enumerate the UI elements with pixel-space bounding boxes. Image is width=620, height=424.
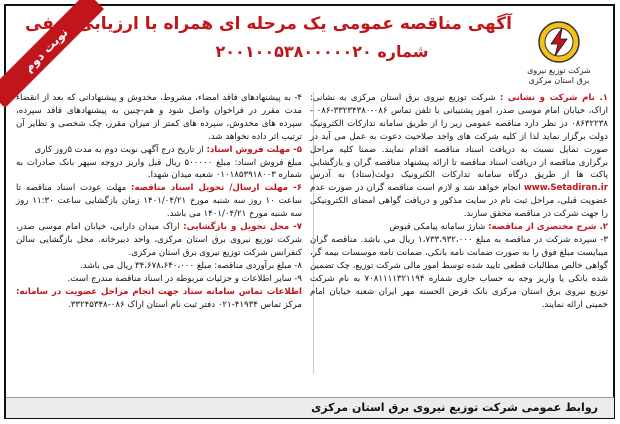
section-2-title: ۲. شرح مختصری از مناقصه: <box>488 222 608 233</box>
section-2-text: شارژ سامانه پیامکی قبوض <box>389 222 489 233</box>
setadiran-link[interactable]: www.Setadiran.ir <box>523 183 608 194</box>
footer-public-relations: روابط عمومی شرکت توزیع نیروی برق استان مرکزی <box>311 401 598 414</box>
lightning-bolt-icon <box>537 20 581 64</box>
ad-title: آگهی مناقصه عمومی یک مرحله ای همراه با ارزیابی کیفی <box>24 14 512 34</box>
section-tender-description <box>310 221 608 234</box>
section-10-text: مرکز تماس ۴۱۹۳۴-۰۲۱ دفتر ثبت نام استان اراک ۰۸۶-۳۳۲۴۵۳۴۸. <box>68 299 302 310</box>
section-1-text-2: انجام خواهد شد و لازم است مناقصه گران در صورت عدم عضویت قبلی، مراحل ثبت نام در سایت مذکور و دریافت گواهی امضای الکترونیکی را جهت شرکت در مناقصه محقق سازند. <box>310 183 608 220</box>
logo-company-name: شرکت توزیع نیروی برق استان مرکزی <box>527 66 591 85</box>
round-ribbon: نوبت دوم <box>0 0 104 108</box>
section-5-title: ۵- مهلت فروش اسناد: <box>206 144 302 155</box>
section-1-text: شرکت توزیع نیروی برق استان مرکزی به نشانی: اراک، خیابان امام موسی صدر، امور پشتیبانی با تلفن تماس ۰۸۶-۳۳۲۳۴۳۸۰-۰۸۶ - ۰۸۶۳۲۲۳۸ در نظر دارد مناقصه عمومی زیر را از طریق سامانه تدارکات الکترونیک دولت برگزار نماید لذا از کلیه شرکت های واجد صلاحیت دعوت به عمل می آید در صورت تمایل نسبت به دریافت اسناد مناقصه اقدام نمایند. ضمنا کلیه مراحل برگزاری مناقصه از دریافت اسناد مناقصه تا ارائه پیشنهاد مناقصه گران و بازگشایی پاکت ها از طریق درگاه سامانه تدارکات الکترونیک دولت(ستاد) به آدرس <box>310 93 608 181</box>
section-document-sale <box>16 144 302 157</box>
section-10-title: اطلاعات تماس سامانه ستاد جهت انجام مراحل عضویت در سامانه: <box>16 286 302 297</box>
section-estimated-amount: ۸- مبلغ برآوردی مناقصه: مبلغ ۳۴،۶۷۸،۶۴۰،۰۰۰ ریال می باشد. <box>80 260 302 271</box>
section-1-title: ۱. نام شرکت و نشانی : <box>499 93 608 103</box>
right-column <box>310 92 608 311</box>
tender-number: شماره ۲۰۰۱۰۰۵۳۸۰۰۰۰۰۲۰ <box>215 42 429 61</box>
footer-bar <box>6 397 614 418</box>
section-7-title: ۷- محل تحویل و بازگشایی: <box>183 222 303 233</box>
section-delivery-place <box>16 221 302 260</box>
section-contact-info <box>16 286 302 312</box>
section-6-text: مهلت عودت اسناد مناقصه تا ساعت ۱۰ روز سه شنبه مورخ ۱۴۰۱/۰۴/۲۱ زمان بازگشایی ساعت ۱۱:۳۰ روز سه شنبه مورخ ۱۴۰۱/۰۴/۲۱ می باشد. <box>16 183 302 220</box>
section-deposit: ۳- سپرده شرکت در مناقصه به مبلغ ۱،۷۳۳،۹۳۲،۰۰۰ ریال می باشد. مناقصه گران میبایست مبلغ فوق را به صورت ضمانت نامه بانکی، ضمانت نامه موسسات بیمه گر، گواهی خالص مطالبات قطعی تایید شده توسط امور مالی شرکت توزیع، چک تضمین شده بانکی یا واریز وجه به حساب جاری شماره ۷۰۸۱۱۱۱۳۲۱۱۹۴ به نام شرکت توزیع نیروی برق استان مرکزی بانک قرض الحسنه مهر ایران شعبه خیابان امام خمینی ارائه نمایند. <box>310 234 609 310</box>
left-column <box>16 92 302 311</box>
section-rejection-terms: ۴- به پیشنهادهای فاقد امضاء، مشروط، مخدوش و پیشنهاداتی که بعد از انقضاء مدت مقرر در فراخوان واصل شود و هم-چنین به پیشنهادهای فاقد سپرده، سپرده های مخدوش، سپرده های کمتر از میزان مقرر، چک شخصی و نظایر آن ترتیب اثر داده نخواهد شد. <box>16 93 302 142</box>
section-5-text: از تاریخ درج آگهی نوبت دوم به مدت ۵روز کاری <box>34 144 207 155</box>
section-submission-deadline <box>16 182 302 221</box>
section-document-price: مبلغ فروش اسناد: مبلغ ۵۰۰۰۰۰ ریال قبل واریز دروجه سپهر بانک صادرات به شماره ۰۱۰۱۸۵۳۹۱۸۰۰۳ شعبه میدان شهدا. <box>16 157 302 181</box>
company-logo <box>524 20 594 86</box>
section-other-info: ۹- سایر اطلاعات و جزئیات مربوطه در اسناد مناقصه مندرج است. <box>67 273 302 284</box>
section-6-title: ۶- مهلت ارسال/ تحویل اسناد مناقصه: <box>131 183 302 194</box>
section-7-text: اراک میدان دارایی، خیابان امام موسی صدر، شرکت توزیع نیروی برق استان مرکزی، واحد دبیرخانه. محل بازگشایی سالن کنفرانس شرکت توزیع نیروی برق استان مرکزی. <box>16 222 302 258</box>
section-company-address <box>310 92 608 221</box>
